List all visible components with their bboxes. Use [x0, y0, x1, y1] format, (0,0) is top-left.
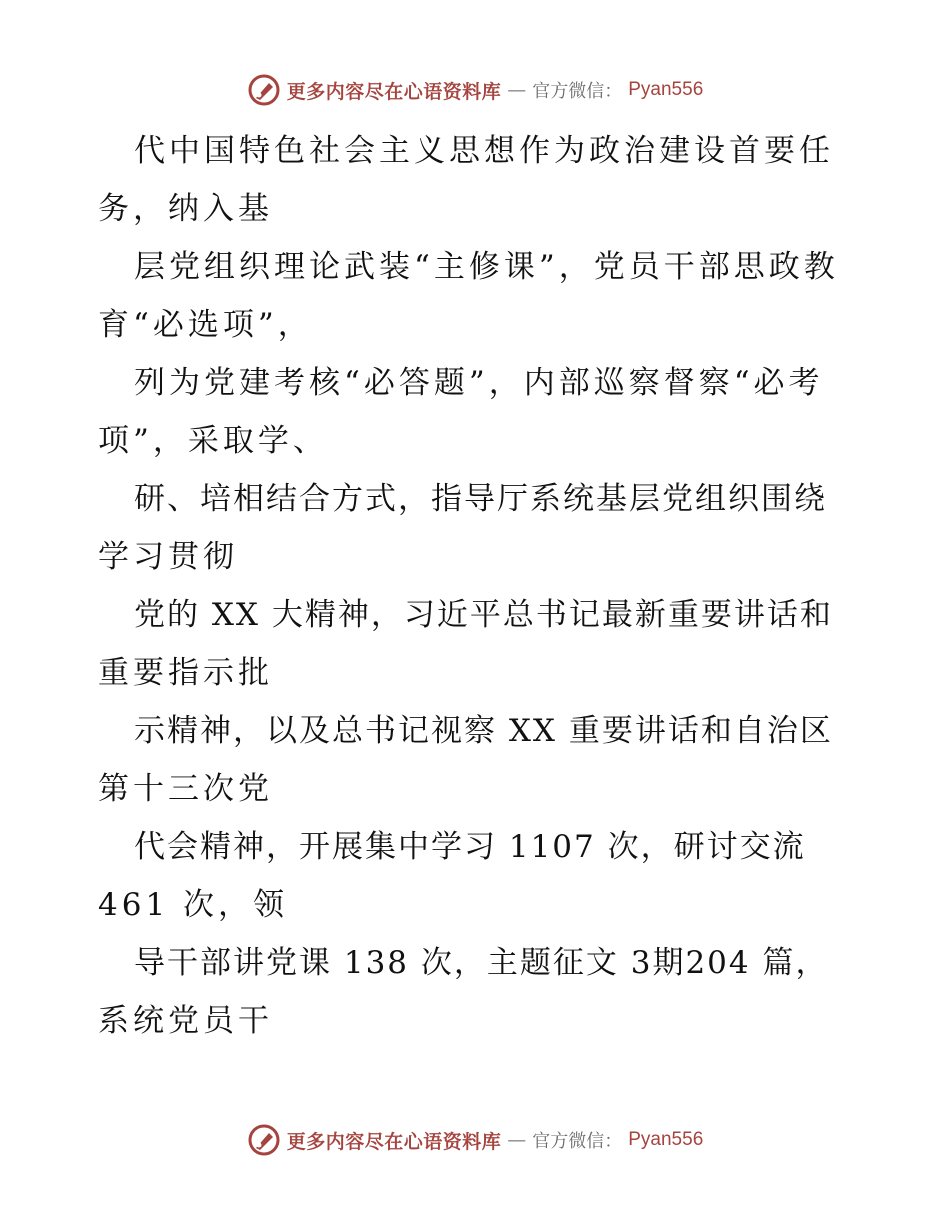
body-line: 育“必选项”， — [98, 307, 313, 343]
pen-nib-logo-icon — [247, 1123, 281, 1157]
body-line: 重要指示批 — [98, 655, 273, 691]
document-body — [98, 122, 858, 1050]
body-line: 党的 XX 大精神，习近平总书记最新重要讲话和 — [134, 597, 833, 633]
watermark-dash: — — [507, 1129, 527, 1151]
watermark-wechat-id: Pyan556 — [628, 79, 704, 100]
body-line: 研、培相结合方式，指导厅系统基层党组织围绕 — [134, 481, 827, 517]
body-line: 461 次，领 — [98, 887, 289, 923]
footer-watermark — [0, 1120, 950, 1160]
body-line: 系统党员干 — [98, 1003, 273, 1039]
body-line: 学习贯彻 — [98, 539, 238, 575]
body-line: 导干部讲党课 138 次，主题征文 3期204 篇， — [134, 945, 829, 981]
pen-nib-logo-icon — [247, 73, 281, 107]
watermark-main-text: 更多内容尽在心语资料库 — [286, 80, 502, 103]
body-line: 列为党建考核“必答题”，内部巡察督察“必考 — [134, 365, 824, 401]
watermark-sub-text: 官方微信： — [532, 1131, 623, 1152]
body-line: 代中国特色社会主义思想作为政治建设首要任 — [134, 133, 834, 169]
watermark-main-text: 更多内容尽在心语资料库 — [286, 1130, 502, 1153]
header-watermark — [0, 70, 950, 110]
body-line: 层党组织理论武装“主修课”，党员干部思政教 — [134, 249, 839, 285]
body-line: 第十三次党 — [98, 771, 273, 807]
watermark-sub-text: 官方微信： — [532, 81, 623, 102]
body-line: 务，纳入基 — [98, 191, 273, 227]
watermark-wechat-id: Pyan556 — [628, 1129, 704, 1150]
watermark-dash: — — [507, 79, 527, 101]
body-line: 示精神，以及总书记视察 XX 重要讲话和自治区 — [134, 713, 833, 749]
body-line: 代会精神，开展集中学习 1107 次，研讨交流 — [134, 829, 806, 865]
body-line: 项”，采取学、 — [98, 423, 328, 459]
